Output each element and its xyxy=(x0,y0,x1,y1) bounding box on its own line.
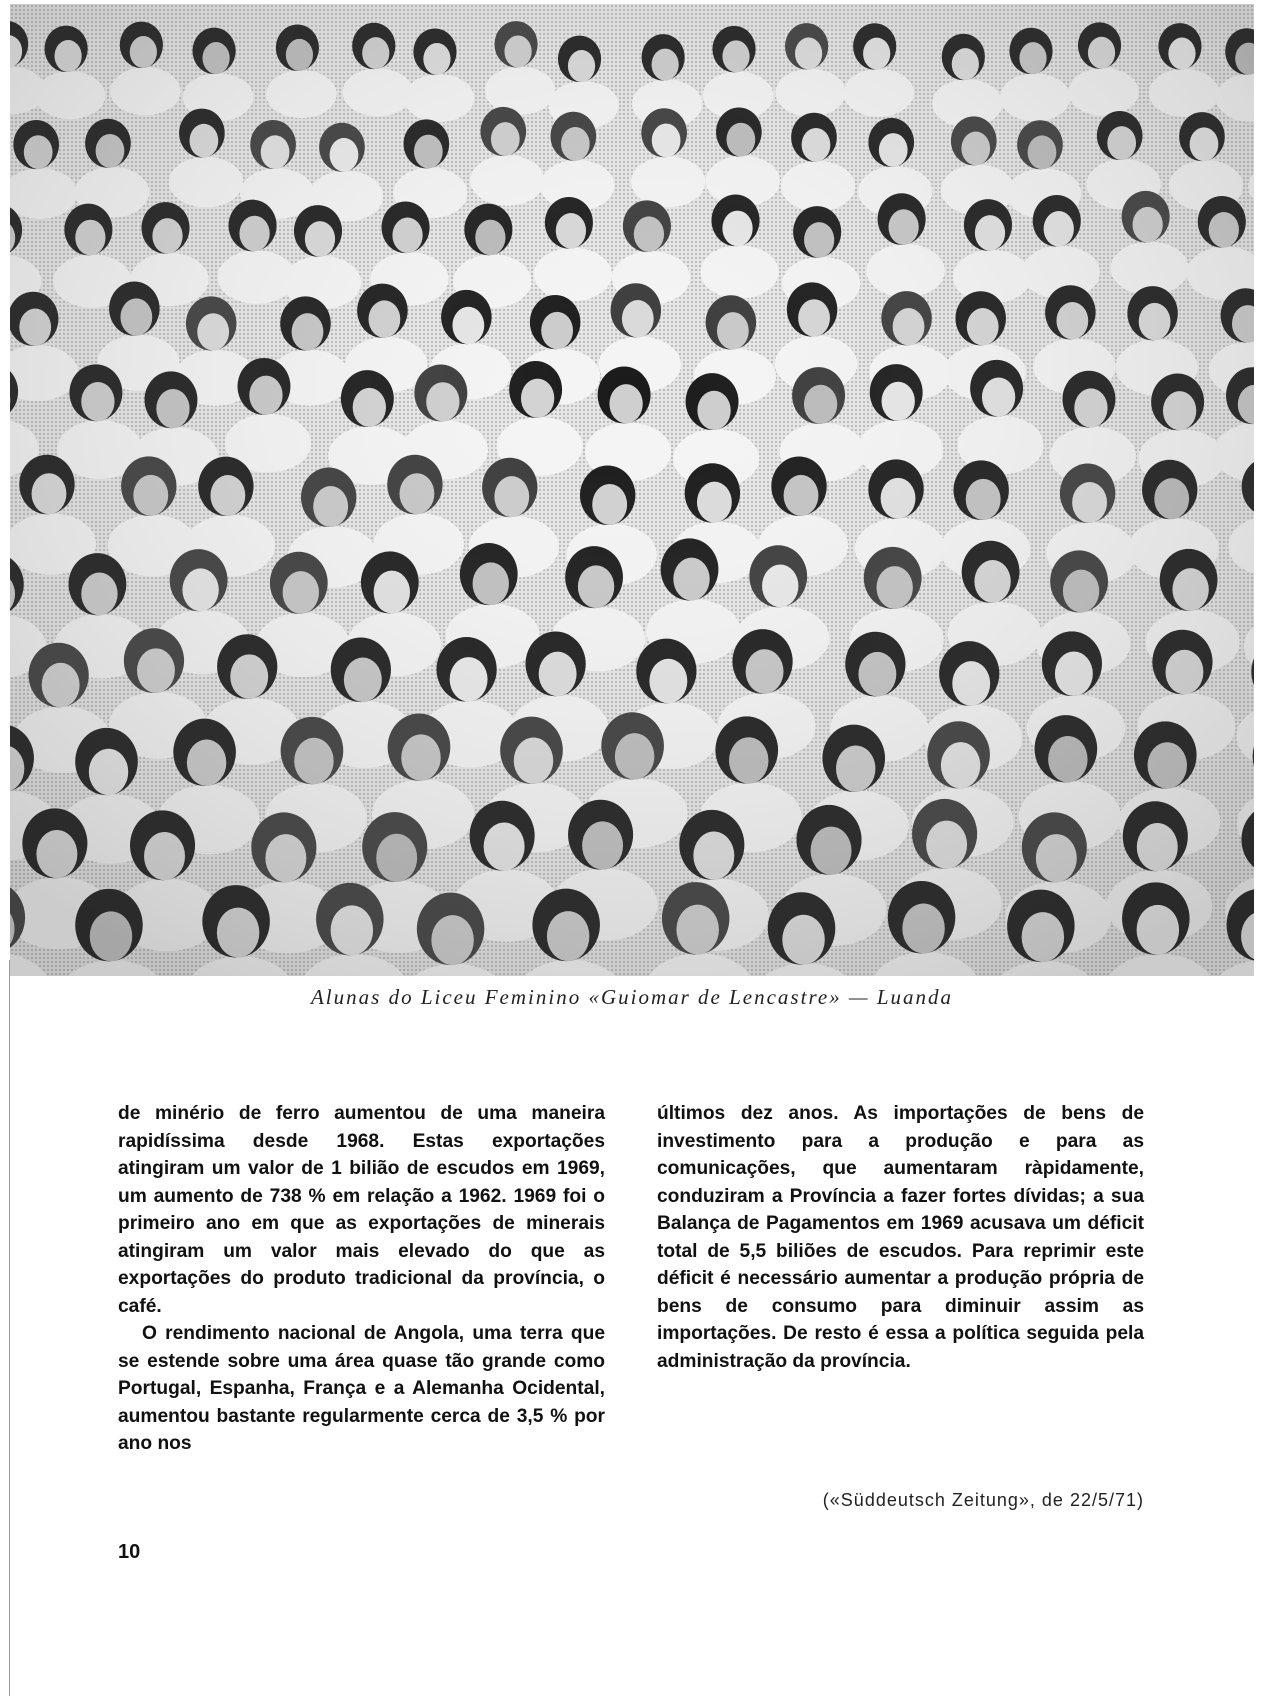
paragraph: últimos dez anos. As importações de bens de investimento para a produção e para as comunicações, que aumentaram ràpidamente, conduziram a Província a fazer fortes dívidas; a sua Balança de Pagamentos em 1969 acusava um déficit total de 5,5 biliões de escudos. Para reprimir este déficit é necessário aumentar a produção própria de bens de consumo para diminuir assim as importações. De resto é essa a política seguida pela administração da província. xyxy=(657,1103,1144,1372)
crowd-photo-image xyxy=(10,4,1254,976)
paragraph: O rendimento nacional de Angola, uma terra que se estende sobre uma área quase tão grande como Portugal, Espanha, França e a Alemanha Ocidental, aumentou bastante regularmente cerca de 3,5 % por ano nos xyxy=(118,1323,605,1454)
page-edge-rule xyxy=(9,960,10,1696)
crowd-photo xyxy=(10,4,1254,976)
page-number: 10 xyxy=(118,1541,141,1563)
text-column-left xyxy=(118,1100,605,1458)
paragraph: de minério de ferro aumentou de uma maneira rapidíssima desde 1968. Estas exportações atingiram um valor de 1 bilião de escudos em 1969, um aumento de 738 % em relação a 1962. 1969 foi o primeiro ano em que as exportações de minerais atingiram um valor mais elevado do que as exportações do produto tradicional da província, o café. xyxy=(118,1103,605,1317)
text-column-right xyxy=(657,1100,1144,1375)
source-citation: («Süddeutsch Zeitung», de 22/5/71) xyxy=(822,1490,1144,1510)
photo-caption: Alunas do Liceu Feminino «Guiomar de Lencastre» — Luanda xyxy=(310,985,954,1009)
